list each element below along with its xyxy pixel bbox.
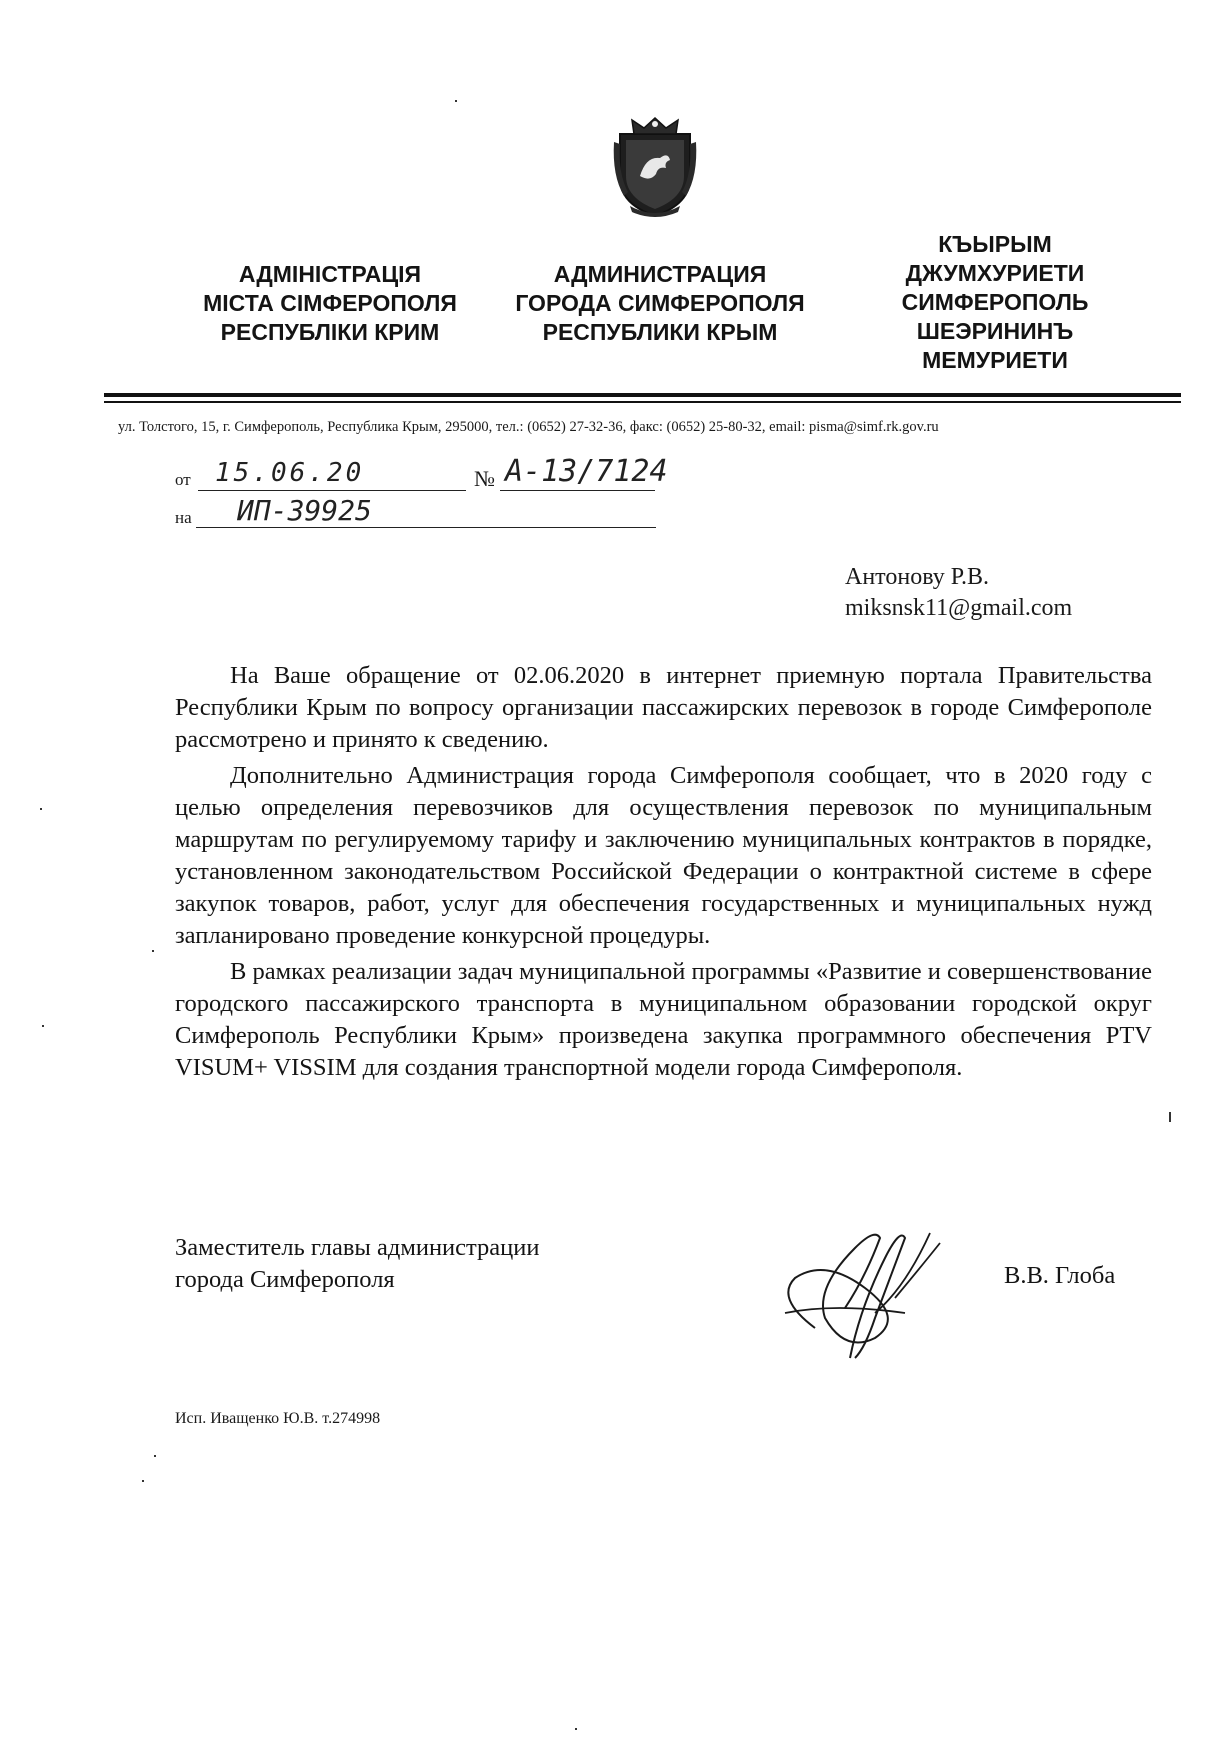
- recipient-block: [845, 562, 1072, 624]
- org-crimean-tatar-line: ДЖУМХУРИЕТИ: [905, 260, 1085, 286]
- header-rule-thick: [104, 393, 1181, 397]
- org-name-ukrainian: [185, 260, 475, 347]
- from-label: от: [175, 470, 191, 489]
- reply-underline: [196, 527, 656, 528]
- body-paragraph: В рамках реализации задач муниципальной программы «Развитие и совершенствование городского пассажирского транспорта в муниципальном образовании городской округ Симферополь Республики Крым» произведена закупка программного обеспечения PTV VISUM+ VISSIM для создания транспортной модели города Симферополя.: [175, 958, 1153, 1081]
- body-paragraph: Дополнительно Администрация города Симферополя сообщает, что в 2020 году с целью определения перевозчиков для осуществления перевозок по муниципальным маршрутам по регулируемому тарифу и заключению муниципальных контрактов в порядке, установленном законодательством Российской Федерации о контрактной системе в сфере закупок товаров, работ, услуг для обеспечения государственных и муниципальных нужд запланировано проведение конкурсной процедуры.: [175, 762, 1152, 949]
- executor-line: Исп. Иващенко Ю.В. т.274998: [175, 1410, 381, 1427]
- scan-speck: [42, 1025, 44, 1027]
- org-crimean-tatar-line: МЕМУРИЕТИ: [922, 347, 1068, 373]
- scan-speck: [40, 808, 42, 810]
- recipient-email: miksnsk11@gmail.com: [845, 595, 1073, 621]
- number-label: №: [474, 466, 495, 491]
- coat-of-arms-icon: [610, 116, 700, 220]
- outgoing-date: 15.06.20: [215, 458, 365, 488]
- org-ukrainian-line: РЕСПУБЛІКИ КРИМ: [220, 319, 440, 345]
- header-rule-thin: [104, 401, 1181, 403]
- handwritten-signature: [755, 1218, 950, 1363]
- scan-speck: [152, 950, 154, 952]
- recipient-name: Антонову Р.В.: [845, 564, 990, 590]
- org-ukrainian-line: АДМІНІСТРАЦІЯ: [238, 261, 422, 287]
- org-russian-line: РЕСПУБЛИКИ КРЫМ: [542, 319, 778, 345]
- date-underline: [198, 490, 466, 491]
- signatory-position-line: города Симферополя: [175, 1266, 395, 1293]
- scan-speck: [1169, 1112, 1171, 1122]
- org-name-crimean-tatar: [880, 230, 1110, 375]
- org-russian-line: АДМИНИСТРАЦИЯ: [553, 261, 767, 287]
- signatory-position-line: Заместитель главы администрации: [175, 1234, 540, 1261]
- reply-number: ИП-39925: [237, 494, 372, 527]
- outgoing-number: А-13/7124: [505, 454, 668, 489]
- org-russian-line: ГОРОДА СИМФЕРОПОЛЯ: [515, 290, 805, 316]
- org-crimean-tatar-line: СИМФЕРОПОЛЬ: [901, 289, 1089, 315]
- scan-speck: [575, 1728, 577, 1730]
- number-underline: [500, 490, 655, 491]
- scan-speck: [455, 100, 457, 102]
- body-paragraph: На Ваше обращение от 02.06.2020 в интернет приемную портала Правительства Республики Крым по вопросу организации пассажирских перевозок в городе Симферополе рассмотрено и принято к сведению.: [175, 662, 1152, 753]
- org-crimean-tatar-line: ШЕЭРИНИНЪ: [916, 318, 1074, 344]
- reply-label: на: [175, 508, 192, 527]
- scan-speck: [142, 1480, 144, 1482]
- letter-body: [175, 660, 1152, 1088]
- signatory-position: [175, 1232, 540, 1296]
- scan-speck: [154, 1455, 156, 1457]
- org-ukrainian-line: МІСТА СІМФЕРОПОЛЯ: [203, 290, 457, 316]
- address-line: ул. Толстого, 15, г. Симферополь, Республика Крым, 295000, тел.: (0652) 27-32-36, факс: (0652) 25-80-32, email: pisma@simf.rk.gov.ru: [118, 419, 939, 435]
- org-name-russian: [500, 260, 820, 347]
- org-crimean-tatar-line: КЪЫРЫМ: [938, 231, 1052, 257]
- signatory-name: В.В. Глоба: [1004, 1262, 1116, 1289]
